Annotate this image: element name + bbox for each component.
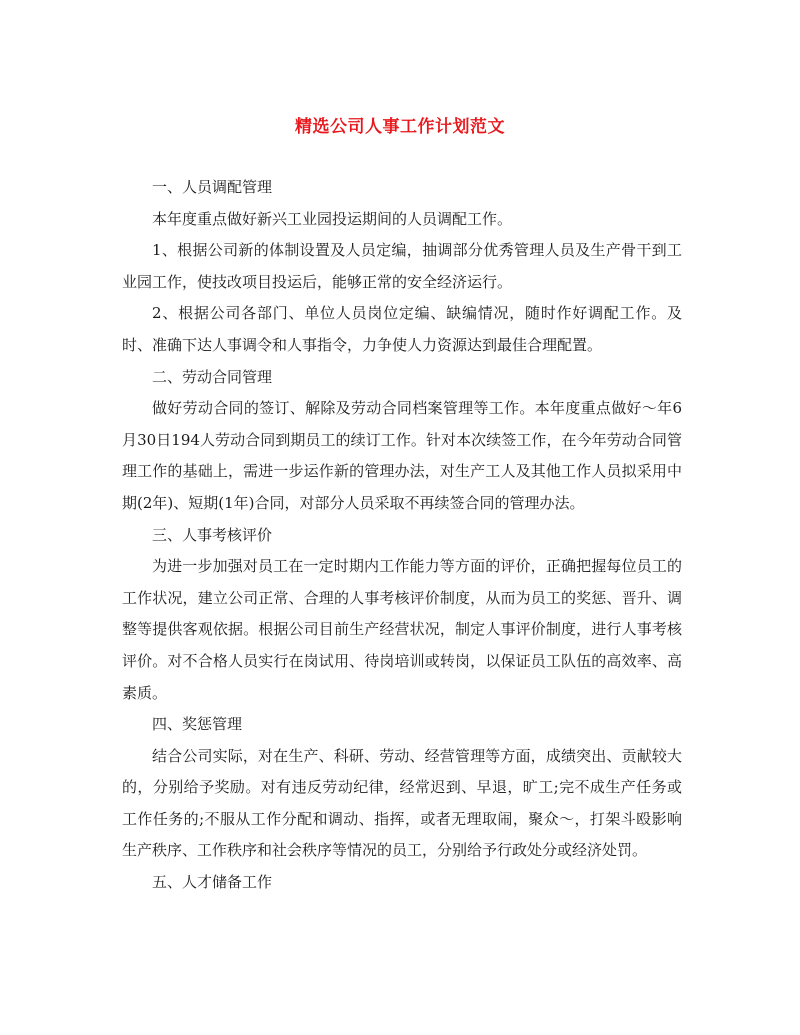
section-heading-personnel-evaluation: 三、人事考核评价 <box>152 525 273 544</box>
document-body <box>122 172 682 899</box>
paragraph-staff-allocation-intro: 本年度重点做好新兴工业园投运期间的人员调配工作。 <box>152 209 513 228</box>
paragraph-labor-contract: 做好劳动合同的签订、解除及劳动合同档案管理等工作。本年度重点做好～年6月30日194人劳动合同到期员工的续订工作。针对本次续签工作，在今年劳动合同管理工作的基础上，需进一步运作新的管理办法，对生产工人及其他工作人员拟采用中期(2年)、短期(1年)合同，对部分人员采取不再续签合同的管理办法。 <box>122 399 682 512</box>
section-heading-staff-allocation: 一、人员调配管理 <box>152 178 273 196</box>
paragraph-personnel-evaluation: 为进一步加强对员工在一定时期内工作能力等方面的评价，正确把握每位员工的工作状况，建立公司正常、合理的人事考核评价制度，从而为员工的奖惩、晋升、调整等提供客观依据。根据公司目前生产经营状况，制定人事评价制度，进行人事考核评价。对不合格人员实行在岗试用、待岗培训或转岗，以保证员工队伍的高效率、高素质。 <box>122 557 682 702</box>
section-heading-talent-reserve: 五、人才储备工作 <box>152 873 273 892</box>
section-heading-rewards-penalties: 四、奖惩管理 <box>152 715 243 734</box>
section-heading-labor-contract: 二、劳动合同管理 <box>152 367 273 386</box>
paragraph-rewards-penalties: 结合公司实际，对在生产、科研、劳动、经营管理等方面，成绩突出、贡献较大的，分别给予奖励。对有违反劳动纪律，经常迟到、早退，旷工;完不成生产任务或工作任务的;不服从工作分配和调动、指挥，或者无理取闹，聚众～，打架斗殴影响生产秩序、工作秩序和社会秩序等情况的员工，分别给予行政处分或经济处罚。 <box>122 746 682 860</box>
paragraph-staff-allocation-item-1: 1、根据公司新的体制设置及人员定编，抽调部分优秀管理人员及生产骨干到工业园工作，使技改项目投运后，能够正常的安全经济运行。 <box>122 241 682 291</box>
document-title: 精选公司人事工作计划范文 <box>295 117 505 137</box>
paragraph-staff-allocation-item-2: 2、根据公司各部门、单位人员岗位定编、缺编情况，随时作好调配工作。及时、准确下达人事调令和人事指令，力争使人力资源达到最佳合理配置。 <box>122 304 682 354</box>
